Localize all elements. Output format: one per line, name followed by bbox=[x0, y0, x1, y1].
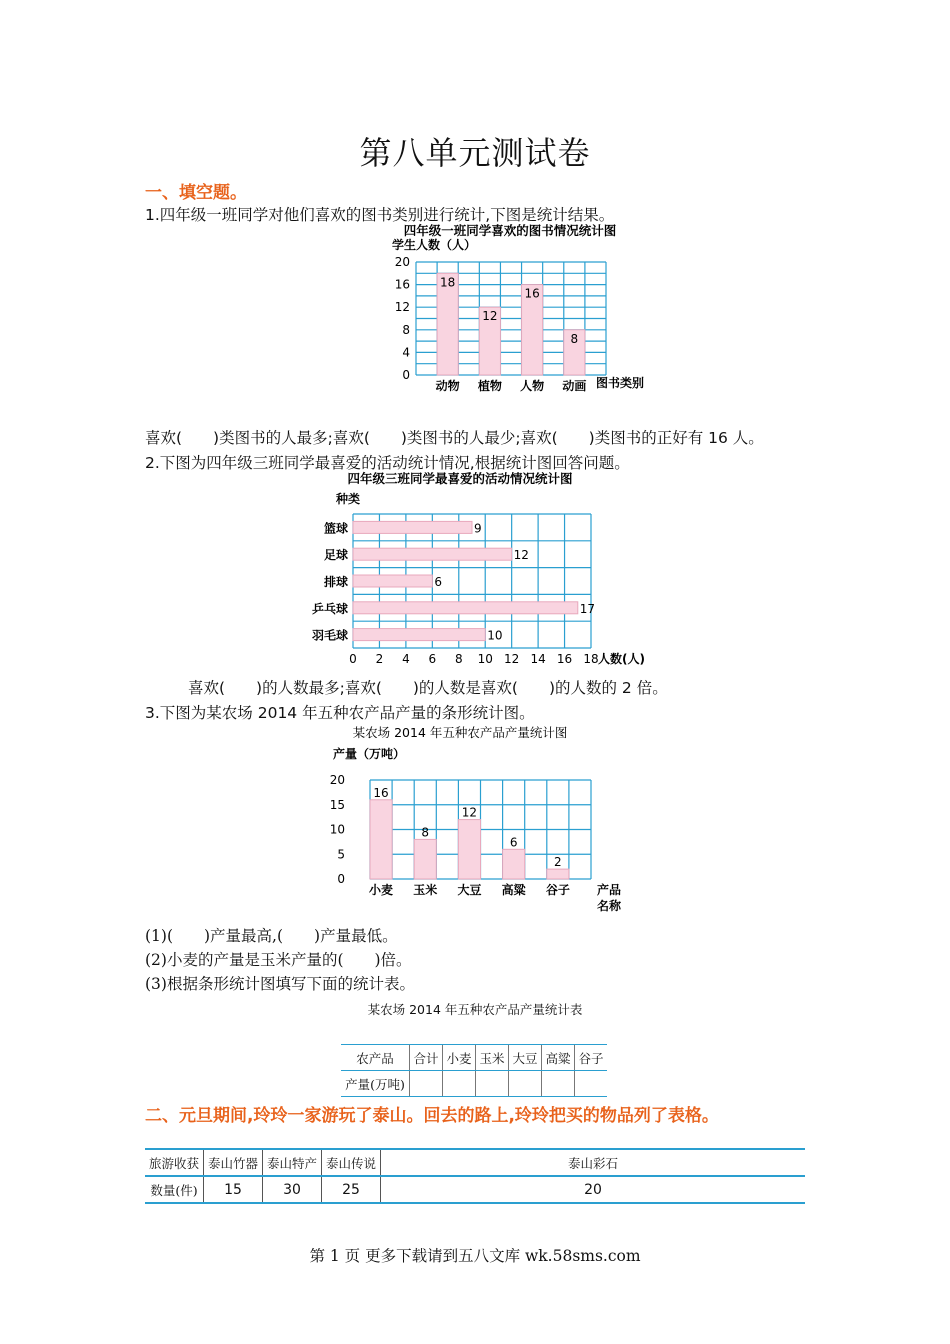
y-tick-label: 0 bbox=[337, 872, 345, 886]
y-tick-label: 乒乓球 bbox=[311, 601, 348, 616]
blank-cell-sorghum[interactable] bbox=[542, 1071, 575, 1097]
section-2-heading: 二、元旦期间,玲玲一家游玩了泰山。回去的路上,玲玲把买的物品列了表格。 bbox=[145, 1106, 719, 1126]
chart1-xlabel: 图书类别 bbox=[596, 376, 645, 390]
y-tick-label: 20 bbox=[394, 255, 410, 269]
x-tick-label: 植物 bbox=[477, 379, 502, 393]
chart2-title: 四年级三班同学最喜爱的活动情况统计图 bbox=[347, 471, 573, 486]
bar-value-label: 18 bbox=[440, 275, 456, 290]
table-header-cell: 泰山彩石 bbox=[381, 1149, 806, 1176]
table-value-cell: 20 bbox=[381, 1176, 806, 1203]
bar bbox=[353, 548, 512, 560]
bar-value-label: 2 bbox=[554, 855, 562, 870]
bar-value-label: 6 bbox=[434, 575, 442, 589]
chart3-xlabel-line2: 名称 bbox=[597, 899, 622, 913]
x-tick-label: 动画 bbox=[562, 379, 587, 393]
x-tick-label: 小麦 bbox=[369, 883, 394, 897]
x-tick-label: 谷子 bbox=[545, 883, 570, 897]
x-tick-label: 14 bbox=[530, 652, 546, 666]
section-1-heading: 一、填空题。 bbox=[145, 183, 247, 203]
x-tick-label: 16 bbox=[556, 652, 573, 666]
chart2-labels bbox=[312, 520, 599, 666]
chart1-title: 四年级一班同学喜欢的图书情况统计图 bbox=[403, 223, 617, 238]
bar-value-label: 10 bbox=[487, 628, 503, 643]
chart-farm-output bbox=[325, 722, 635, 917]
chart-activity-preference bbox=[300, 470, 670, 670]
chart2-bars bbox=[353, 521, 578, 640]
y-tick-label: 8 bbox=[402, 322, 410, 337]
table-row bbox=[145, 1176, 805, 1203]
bar bbox=[353, 629, 485, 641]
taishan-souvenir-table bbox=[145, 1148, 805, 1204]
table-header-cell: 农产品 bbox=[341, 1045, 410, 1071]
bar-value-label: 12 bbox=[461, 805, 478, 820]
table-value-cell: 30 bbox=[263, 1176, 322, 1203]
y-tick-label: 15 bbox=[329, 797, 345, 812]
table-header-cell: 玉米 bbox=[476, 1045, 509, 1071]
x-tick-label: 10 bbox=[477, 652, 493, 666]
question-3-sub-2: (2)小麦的产量是玉米产量的( )倍。 bbox=[145, 951, 412, 969]
bar bbox=[503, 849, 525, 879]
bar-value-label: 12 bbox=[513, 548, 529, 563]
y-tick-label: 篮球 bbox=[323, 521, 348, 536]
table-header-cell: 谷子 bbox=[575, 1045, 608, 1071]
question-3-text: 3.下图为某农场 2014 年五种农产品产量的条形统计图。 bbox=[145, 704, 535, 722]
y-tick-label: 16 bbox=[394, 277, 410, 292]
x-tick-label: 8 bbox=[454, 652, 463, 666]
page-title: 第八单元测试卷 bbox=[359, 134, 591, 172]
table-header-cell: 旅游收获 bbox=[145, 1149, 204, 1176]
x-tick-label: 玉米 bbox=[413, 883, 438, 897]
table-row-label: 数量(件) bbox=[145, 1176, 204, 1203]
chart2-xlabel: 人数(人) bbox=[598, 652, 645, 666]
bar-value-label: 12 bbox=[482, 309, 498, 324]
table-row bbox=[341, 1045, 607, 1071]
bar bbox=[370, 800, 392, 879]
bar bbox=[353, 602, 578, 614]
question-1-answer-line: 喜欢( )类图书的人最多;喜欢( )类图书的人最少;喜欢( )类图书的正好有 16 人。 bbox=[145, 429, 764, 447]
chart3-xlabel-line1: 产品 bbox=[597, 883, 622, 897]
x-tick-label: 18 bbox=[583, 652, 599, 666]
x-tick-label: 6 bbox=[428, 652, 437, 666]
y-tick-label: 羽毛球 bbox=[311, 628, 348, 643]
x-tick-label: 高粱 bbox=[501, 883, 526, 897]
x-tick-label: 动物 bbox=[435, 379, 460, 393]
table-header-cell: 泰山竹器 bbox=[204, 1149, 263, 1176]
farm-output-table bbox=[341, 1044, 607, 1097]
bar-value-label: 17 bbox=[579, 601, 596, 616]
chart1-bars bbox=[437, 273, 585, 375]
y-tick-label: 20 bbox=[329, 773, 345, 787]
table-header-cell: 泰山特产 bbox=[263, 1149, 322, 1176]
page-footer: 第 1 页 更多下载请到五八文库 wk.58sms.com bbox=[309, 1247, 641, 1265]
x-tick-label: 4 bbox=[402, 652, 410, 666]
table-row bbox=[145, 1149, 805, 1176]
chart2-ylabel: 种类 bbox=[336, 492, 361, 506]
x-tick-label: 0 bbox=[349, 652, 357, 666]
blank-cell-corn[interactable] bbox=[476, 1071, 509, 1097]
blank-cell-total[interactable] bbox=[410, 1071, 443, 1097]
table-header-cell: 高粱 bbox=[542, 1045, 575, 1071]
bar-value-label: 16 bbox=[524, 286, 540, 301]
x-tick-label: 2 bbox=[375, 652, 384, 666]
question-3-sub-1: (1)( )产量最高,( )产量最低。 bbox=[145, 927, 398, 945]
y-tick-label: 5 bbox=[337, 847, 345, 862]
table-header-cell: 合计 bbox=[410, 1045, 443, 1071]
bar bbox=[414, 839, 436, 879]
table-value-cell: 25 bbox=[322, 1176, 381, 1203]
chart1-ylabel: 学生人数（人） bbox=[392, 238, 477, 252]
table1-title: 某农场 2014 年五种农产品产量统计表 bbox=[367, 1002, 583, 1017]
bar bbox=[353, 575, 432, 587]
bar-value-label: 6 bbox=[509, 835, 518, 850]
bar-value-label: 16 bbox=[373, 785, 389, 800]
bar bbox=[458, 820, 480, 879]
chart-book-preference bbox=[360, 222, 680, 397]
y-tick-label: 12 bbox=[394, 300, 410, 315]
table-header-cell: 小麦 bbox=[443, 1045, 476, 1071]
blank-cell-millet[interactable] bbox=[575, 1071, 608, 1097]
y-tick-label: 足球 bbox=[323, 548, 348, 563]
table-row-label: 产量(万吨) bbox=[341, 1071, 410, 1097]
blank-cell-wheat[interactable] bbox=[443, 1071, 476, 1097]
table-header-cell: 大豆 bbox=[509, 1045, 542, 1071]
question-3-sub-3: (3)根据条形统计图填写下面的统计表。 bbox=[145, 975, 415, 993]
y-tick-label: 排球 bbox=[323, 575, 348, 589]
bar bbox=[353, 521, 472, 533]
question-2-text: 2.下图为四年级三班同学最喜爱的活动统计情况,根据统计图回答问题。 bbox=[145, 454, 630, 472]
question-2-answer-line: 喜欢( )的人数最多;喜欢( )的人数是喜欢( )的人数的 2 倍。 bbox=[188, 679, 668, 697]
table-value-cell: 15 bbox=[204, 1176, 263, 1203]
chart3-title: 某农场 2014 年五种农产品产量统计图 bbox=[352, 725, 568, 740]
blank-cell-soybean[interactable] bbox=[509, 1071, 542, 1097]
bar-value-label: 9 bbox=[474, 521, 482, 536]
y-tick-label: 0 bbox=[402, 368, 410, 382]
y-tick-label: 10 bbox=[329, 822, 345, 837]
x-tick-label: 12 bbox=[504, 652, 520, 666]
question-1-text: 1.四年级一班同学对他们喜欢的图书类别进行统计,下图是统计结果。 bbox=[145, 206, 615, 224]
y-tick-label: 4 bbox=[402, 345, 410, 360]
table-row bbox=[341, 1071, 607, 1097]
bar bbox=[547, 869, 569, 879]
chart3-ylabel: 产量（万吨） bbox=[333, 747, 406, 761]
table-header-cell: 泰山传说 bbox=[322, 1149, 381, 1176]
bar-value-label: 8 bbox=[570, 331, 579, 346]
bar-value-label: 8 bbox=[421, 825, 430, 840]
x-tick-label: 大豆 bbox=[457, 883, 482, 897]
x-tick-label: 人物 bbox=[520, 379, 545, 393]
